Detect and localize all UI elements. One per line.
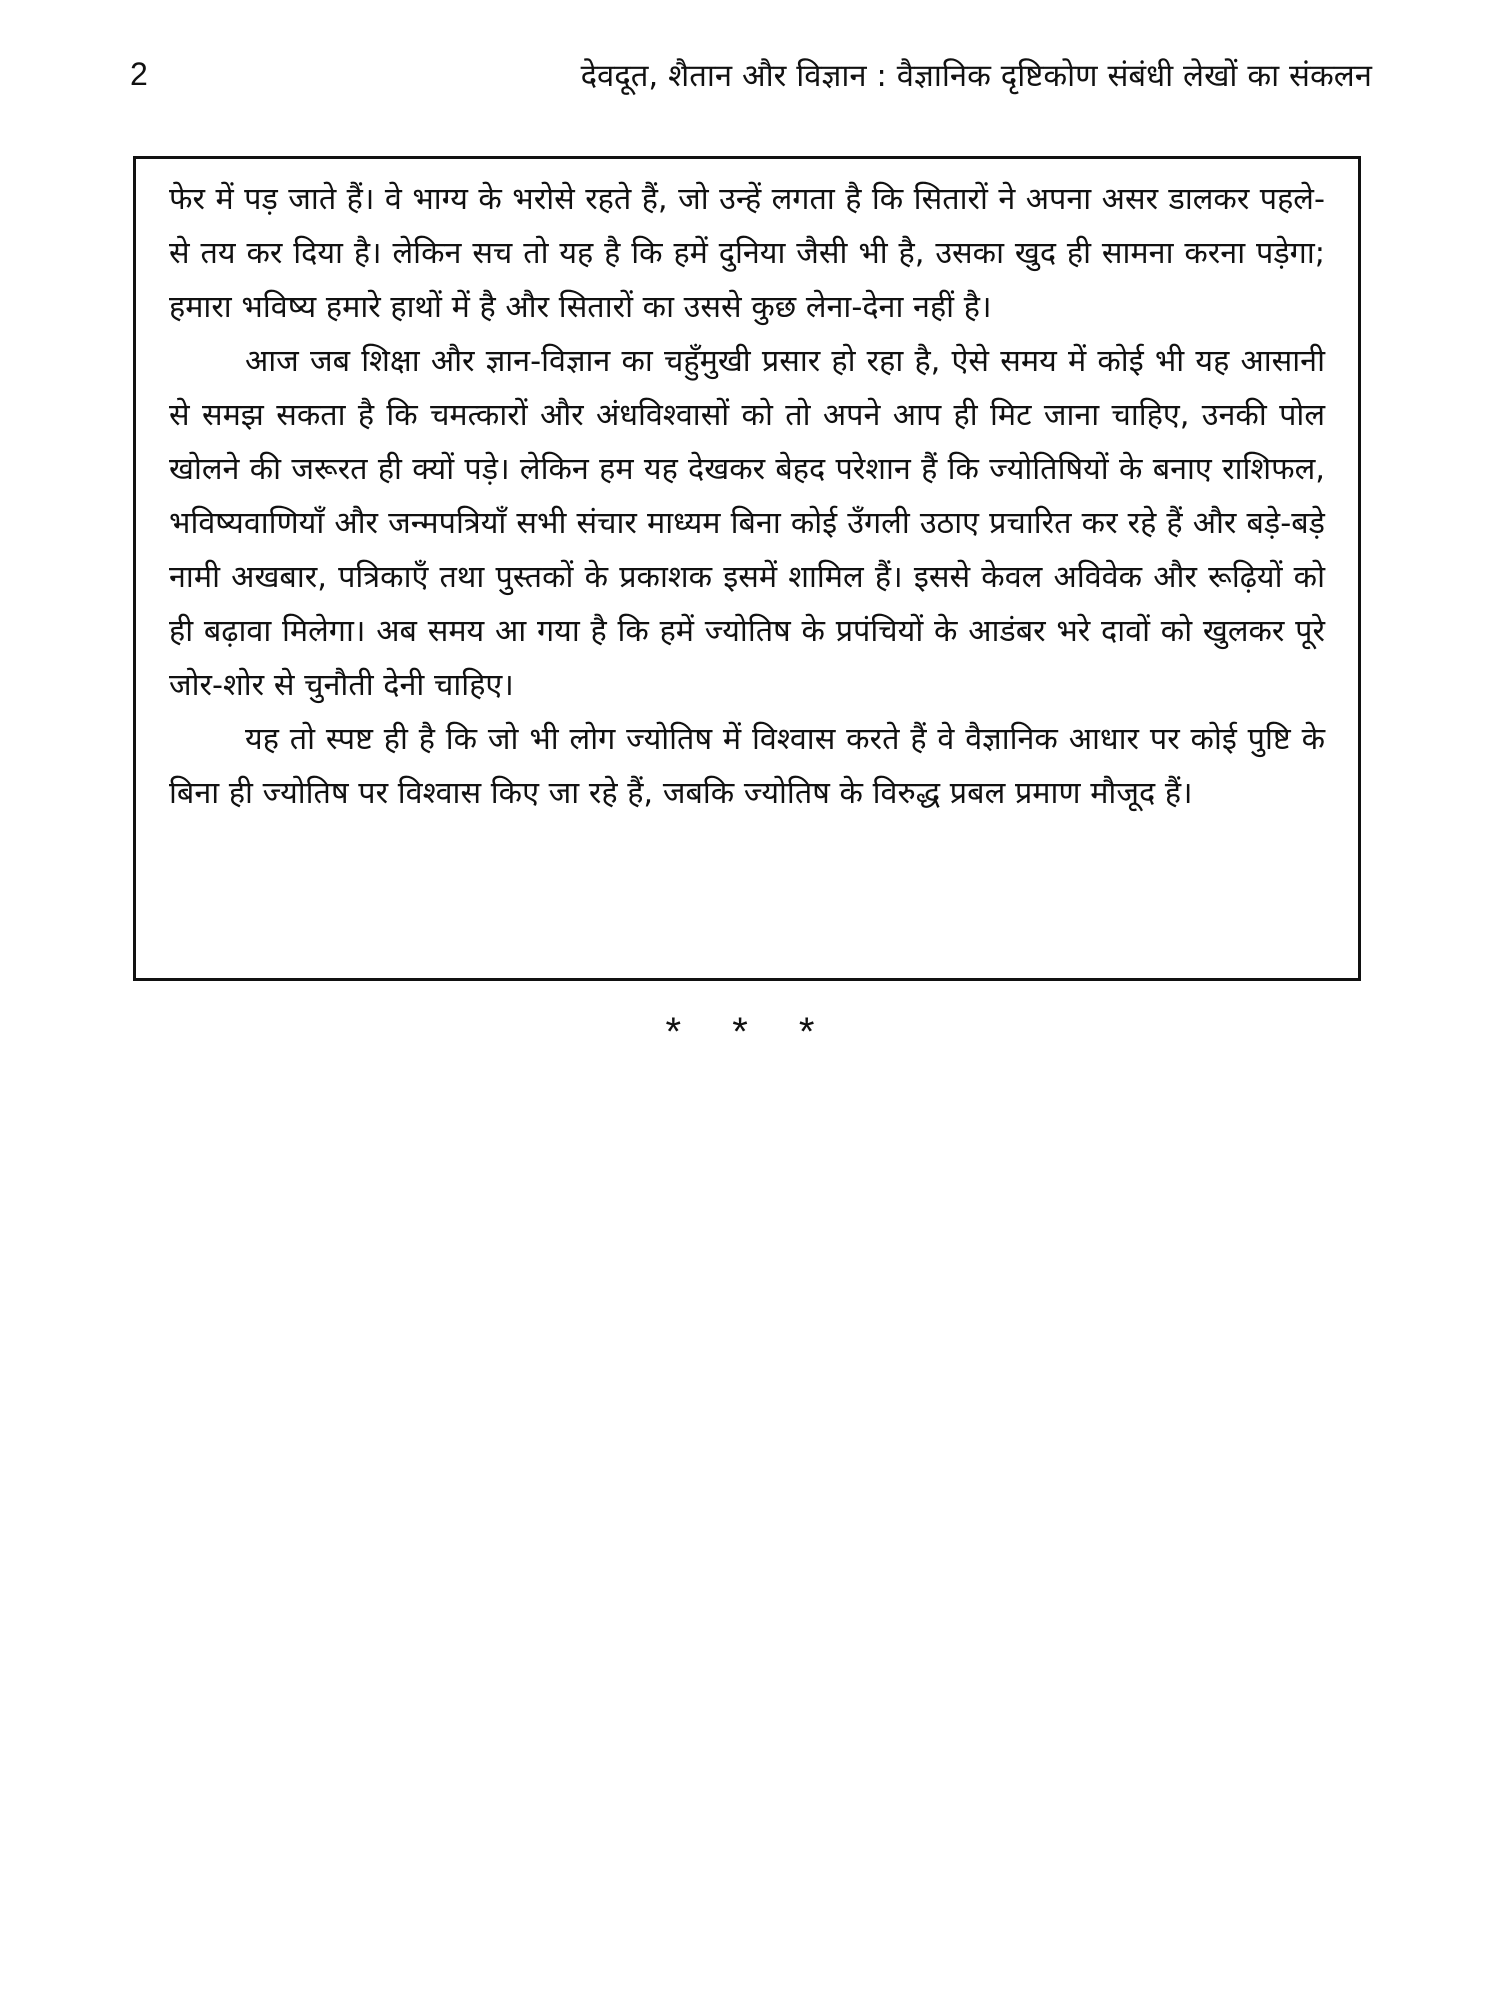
- page-number: 2: [130, 56, 148, 92]
- paragraph-education-spread: आज जब शिक्षा और ज्ञान-विज्ञान का चहुँमुखी प्रसार हो रहा है, ऐसे समय में कोई भी यह आसानी से समझ सकता है कि चमत्कारों और अंधविश्वासों को तो अपने आप ही मिट जाना चाहिए, उनकी पोल खोलने की जरूरत ही क्यों पड़े। लेकिन हम यह देखकर बेहद परेशान हैं कि ज्योतिषियों के बनाए राशिफल, भविष्यवाणियाँ और जन्मपत्रियाँ सभी संचार माध्यम बिना कोई उँगली उठाए प्रचारित कर रहे हैं और बड़े-बड़े नामी अखबार, पत्रिकाएँ तथा पुस्तकों के प्रकाशक इसमें शामिल हैं। इससे केवल अविवेक और रूढ़ियों को ही बढ़ावा मिलेगा। अब समय आ गया है कि हमें ज्योतिष के प्रपंचियों के आडंबर भरे दावों को खुलकर पूरे जोर-शोर से चुनौती देनी चाहिए।: [169, 344, 1325, 703]
- running-header-title: देवदूत, शैतान और विज्ञान : वैज्ञानिक दृष्टिकोण संबंधी लेखों का संकलन: [580, 58, 1372, 94]
- paragraph-astrology-belief: यह तो स्पष्ट ही है कि जो भी लोग ज्योतिष में विश्वास करते हैं वे वैज्ञानिक आधार पर कोई पुष्टि के बिना ही ज्योतिष पर विश्वास किए जा रहे हैं, जबकि ज्योतिष के विरुद्ध प्रबल प्रमाण मौजूद हैं।: [169, 722, 1325, 811]
- section-end-asterisks: * * *: [665, 1010, 835, 1054]
- bordered-text-box: [133, 156, 1361, 981]
- paragraph-continued: फेर में पड़ जाते हैं। वे भाग्य के भरोसे रहते हैं, जो उन्हें लगता है कि सितारों ने अपना असर डालकर पहले-से तय कर दिया है। लेकिन सच तो यह है कि हमें दुनिया जैसी भी है, उसका खुद ही सामना करना पड़ेगा; हमारा भविष्य हमारे हाथों में है और सितारों का उससे कुछ लेना-देना नहीं है।: [169, 182, 1325, 325]
